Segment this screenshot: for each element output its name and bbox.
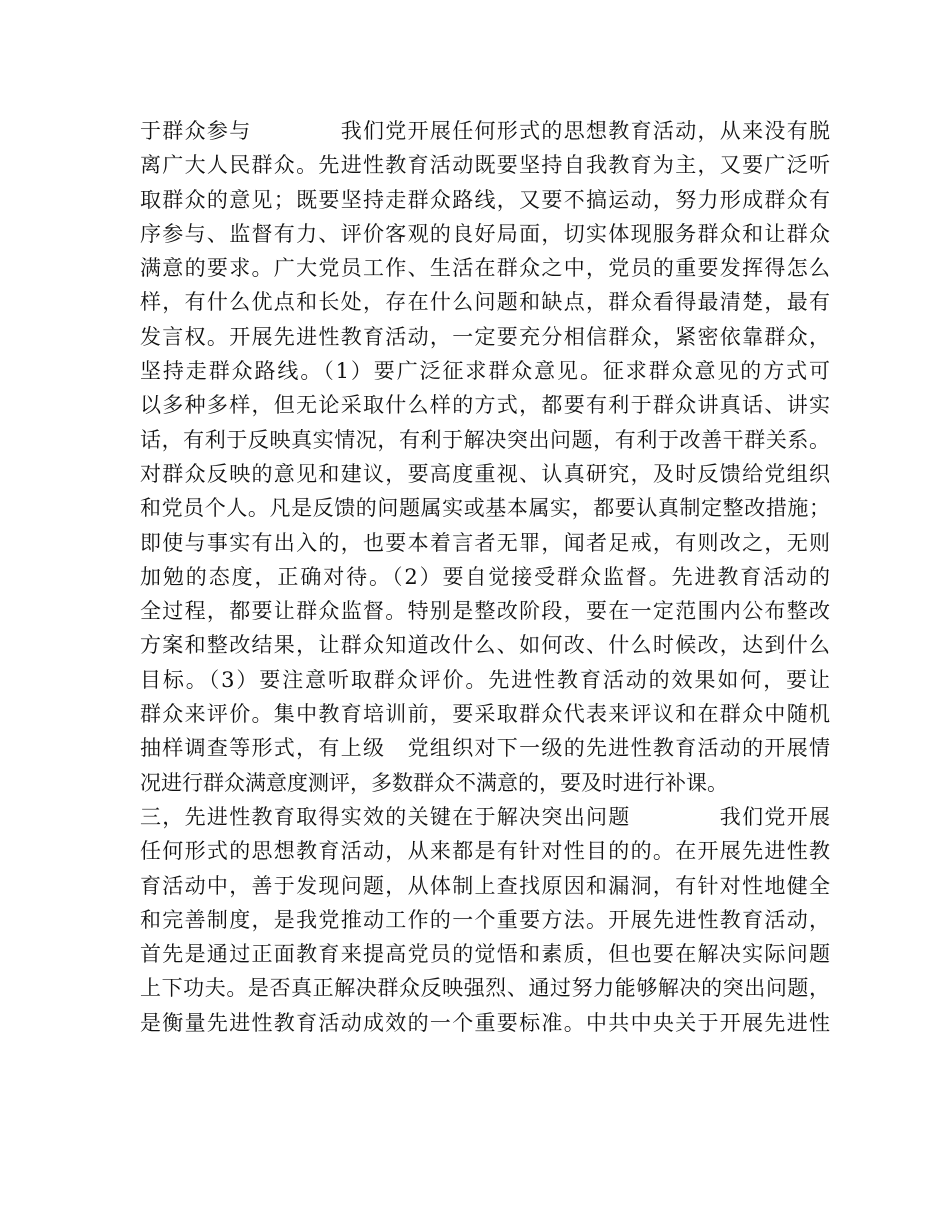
- section-heading-line: 三，先进性教育取得实效的关键在于解决突出问题 我们党开展: [140, 804, 830, 829]
- text-line: 以多种多样，但无论采取什么样的方式，都要有利于群众讲真话、讲实: [140, 393, 830, 418]
- text-line: 和完善制度，是我党推动工作的一个重要方法。开展先进性教育活动，: [140, 907, 830, 932]
- text-line: 是衡量先进性教育活动成效的一个重要标准。中共中央关于开展先进性: [140, 1010, 830, 1035]
- text-line: 话，有利于反映真实情况，有利于解决突出问题，有利于改善干群关系。: [140, 427, 830, 452]
- text-line: 取群众的意见；既要坚持走群众路线，又要不搞运动，努力形成群众有: [140, 187, 830, 212]
- text-line: 样，有什么优点和长处，存在什么问题和缺点，群众看得最清楚，最有: [140, 290, 830, 315]
- text-line: 加勉的态度，正确对待。（2）要自觉接受群众监督。先进教育活动的: [140, 564, 830, 589]
- text-line: 发言权。开展先进性教育活动，一定要充分相信群众，紧密依靠群众，: [140, 324, 830, 349]
- text-line: 离广大人民群众。先进性教育活动既要坚持自我教育为主，又要广泛听: [140, 153, 830, 178]
- text-line: 目标。（3）要注意听取群众评价。先进性教育活动的效果如何，要让: [140, 667, 830, 692]
- text-line: 对群众反映的意见和建议，要高度重视、认真研究，及时反馈给党组织: [140, 461, 830, 486]
- text-line: 育活动中，善于发现问题，从体制上查找原因和漏洞，有针对性地健全: [140, 873, 830, 898]
- text-line: 抽样调查等形式，有上级 党组织对下一级的先进性教育活动的开展情: [140, 736, 830, 761]
- text-line: 满意的要求。广大党员工作、生活在群众之中，党员的重要发挥得怎么: [140, 256, 830, 281]
- text-line: 于群众参与 我们党开展任何形式的思想教育活动，从来没有脱: [140, 119, 830, 143]
- text-line: 即使与事实有出入的，也要本着言者无罪，闻者足戒，有则改之，无则: [140, 530, 830, 555]
- text-line: 全过程，都要让群众监督。特别是整改阶段，要在一定范围内公布整改: [140, 599, 830, 624]
- text-line: 首先是通过正面教育来提高党员的觉悟和素质，但也要在解决实际问题: [140, 942, 830, 967]
- body-text: [140, 114, 830, 1040]
- text-line: 上下功夫。是否真正解决群众反映强烈、通过努力能够解决的突出问题，: [140, 976, 830, 1001]
- text-line: 坚持走群众路线。（1）要广泛征求群众意见。征求群众意见的方式可: [140, 359, 830, 384]
- text-line: 方案和整改结果，让群众知道改什么、如何改、什么时候改，达到什么: [140, 633, 830, 658]
- text-line: 任何形式的思想教育活动，从来都是有针对性目的的。在开展先进性教: [140, 839, 830, 864]
- text-line: 序参与、监督有力、评价客观的良好局面，切实体现服务群众和让群众: [140, 221, 830, 246]
- text-line: 和党员个人。凡是反馈的问题属实或基本属实，都要认真制定整改措施；: [140, 496, 830, 521]
- text-line: 况进行群众满意度测评，多数群众不满意的，要及时进行补课。: [140, 770, 728, 795]
- text-line: 群众来评价。集中教育培训前，要采取群众代表来评议和在群众中随机: [140, 702, 830, 727]
